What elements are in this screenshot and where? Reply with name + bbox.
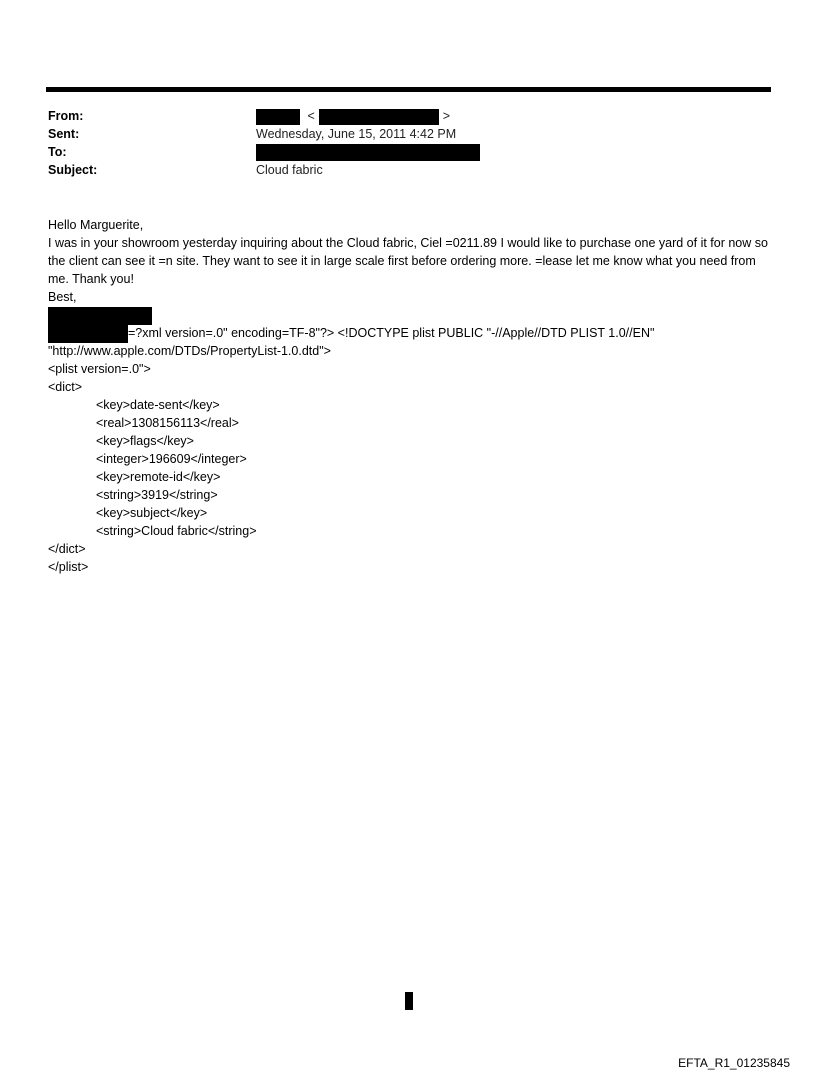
plist-entry: <real>1308156113</real> — [96, 416, 239, 430]
sent-label: Sent: — [48, 127, 80, 141]
plist-entry: <key>remote-id</key> — [96, 470, 221, 484]
xml-declaration: =?xml version=.0" encoding=TF-8"?> <!DOCTYPE plist PUBLIC "-//Apple//DTD PLIST 1.0//EN" — [128, 326, 655, 340]
from-bracket-close: > — [442, 109, 451, 123]
signature-redaction-row — [48, 306, 772, 324]
redaction-block — [319, 109, 439, 125]
plist-entry: <key>subject</key> — [96, 506, 208, 520]
dict-close-tag: </dict> — [48, 542, 86, 556]
message-paragraph: I was in your showroom yesterday inquiring about the Cloud fabric, Ciel =0211.89 I would like to purchase one yard of it for now so the client can see it =n site. They want to see it in large scale first before ordering more. =lease let me know what you need from me. Thank you! — [48, 236, 768, 286]
subject-value: Cloud fabric — [256, 163, 323, 177]
header-rule — [46, 87, 771, 92]
subject-label: Subject: — [48, 163, 98, 177]
to-label: To: — [48, 145, 67, 159]
page-redaction-mark — [405, 992, 413, 1010]
plist-entry: <key>date-sent</key> — [96, 398, 220, 412]
redaction-block — [48, 307, 152, 325]
greeting: Hello Marguerite, — [48, 218, 144, 232]
plist-open-tag: <plist version=.0"> — [48, 362, 151, 376]
plist-entry: <integer>196609</integer> — [96, 452, 247, 466]
redaction-block — [256, 109, 300, 125]
plist-entry: <string>3919</string> — [96, 488, 218, 502]
sent-value: Wednesday, June 15, 2011 4:42 PM — [256, 127, 457, 141]
to-value — [256, 143, 480, 161]
dtd-url: "http://www.apple.com/DTDs/PropertyList-1.0.dtd"> — [48, 344, 331, 358]
plist-close-tag: </plist> — [48, 560, 89, 574]
from-bracket-open: < — [307, 109, 315, 123]
redaction-block — [48, 325, 128, 343]
from-value — [256, 107, 450, 125]
document-id: EFTA_R1_01235845 — [678, 1056, 790, 1070]
from-label: From: — [48, 109, 84, 123]
signoff: Best, — [48, 290, 77, 304]
dict-open-tag: <dict> — [48, 380, 83, 394]
plist-entry: <key>flags</key> — [96, 434, 194, 448]
xml-declaration-row — [48, 324, 772, 342]
redaction-block — [256, 144, 480, 161]
plist-entry: <string>Cloud fabric</string> — [96, 524, 257, 538]
email-body — [48, 216, 772, 576]
